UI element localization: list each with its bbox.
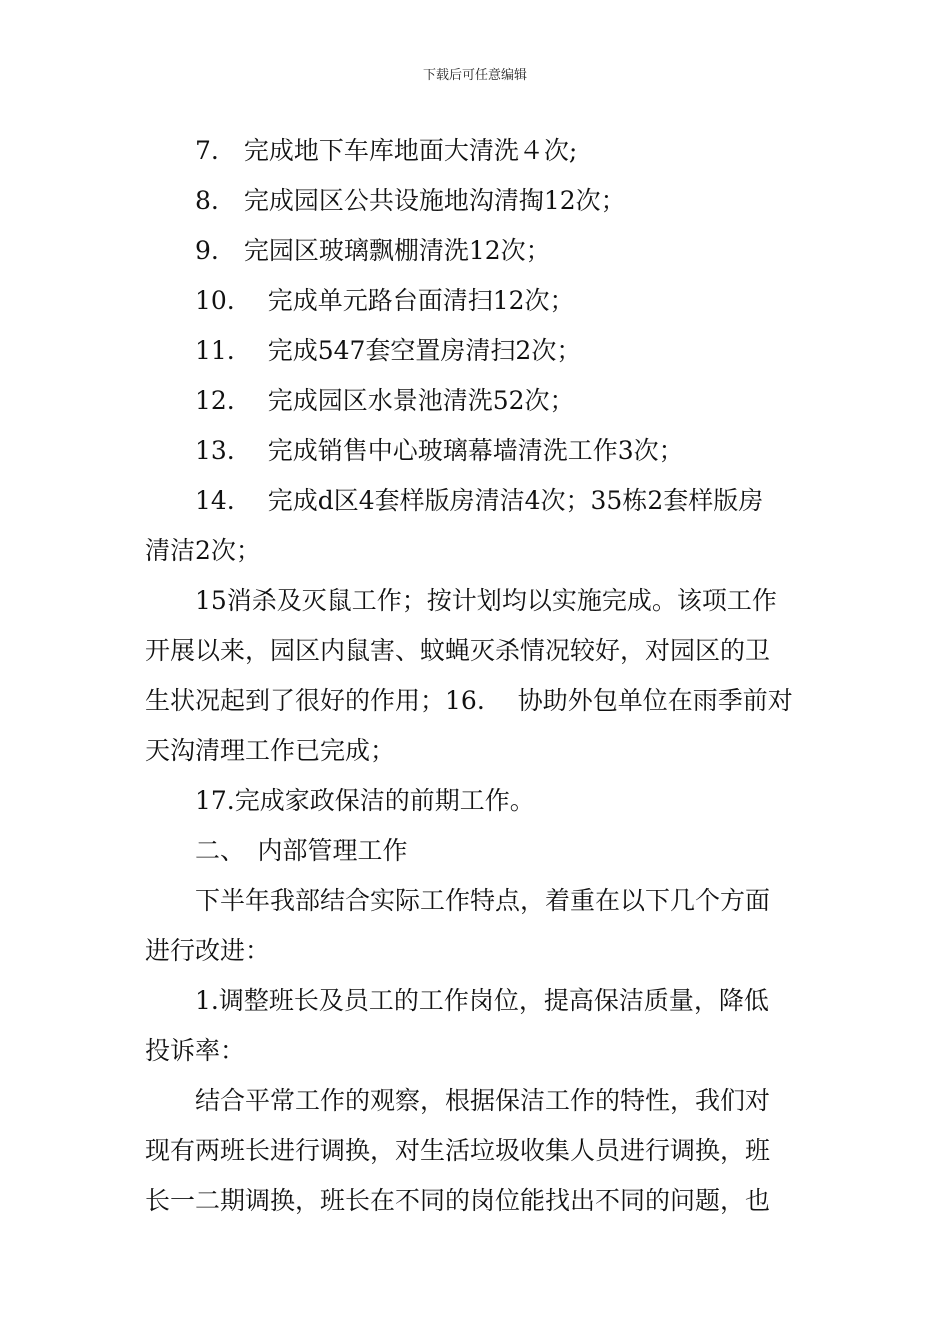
document-body [145,126,807,1226]
text-line: 现有两班长进行调换，对生活垃圾收集人员进行调换，班 [145,1136,771,1165]
text-line: 清洁2次； [145,536,261,565]
text-line: 12. 完成园区水景池清洗52次； [195,386,575,415]
text-line: 生状况起到了很好的作用；16. 协助外包单位在雨季前对 [145,686,793,715]
text-line: 下半年我部结合实际工作特点，着重在以下几个方面 [195,886,771,915]
text-line: 二、 内部管理工作 [195,836,408,865]
text-line: 8. 完成园区公共设施地沟清掏12次； [195,186,626,215]
text-line: 长一二期调换，班长在不同的岗位能找出不同的问题，也 [145,1186,771,1215]
text-line: 天沟清理工作已完成； [145,736,396,765]
text-line: 15消杀及灭鼠工作；按计划均以实施完成。该项工作 [195,586,777,615]
text-line: 17.完成家政保洁的前期工作。 [195,786,535,815]
page-header: 下载后可任意编辑 [422,68,527,83]
text-line: 11. 完成547套空置房清扫2次； [195,336,582,365]
text-line: 开展以来，园区内鼠害、蚊蝇灭杀情况较好，对园区的卫 [145,636,771,665]
text-line: 10. 完成单元路台面清扫12次； [195,286,575,315]
text-line: 投诉率： [145,1036,246,1065]
text-line: 7. 完成地下车库地面大清洗４次; [195,136,578,165]
text-line: 结合平常工作的观察，根据保洁工作的特性，我们对 [195,1086,771,1115]
text-line: 进行改进： [145,936,271,965]
text-line: 13. 完成销售中心玻璃幕墙清洗工作3次； [195,436,684,465]
text-line: 14. 完成d区4套样版房清洁4次；35栋2套样版房 [195,486,764,515]
text-line: 1.调整班长及员工的工作岗位，提高保洁质量，降低 [195,986,769,1015]
text-line: 9. 完园区玻璃飘棚清洗12次； [195,236,551,265]
